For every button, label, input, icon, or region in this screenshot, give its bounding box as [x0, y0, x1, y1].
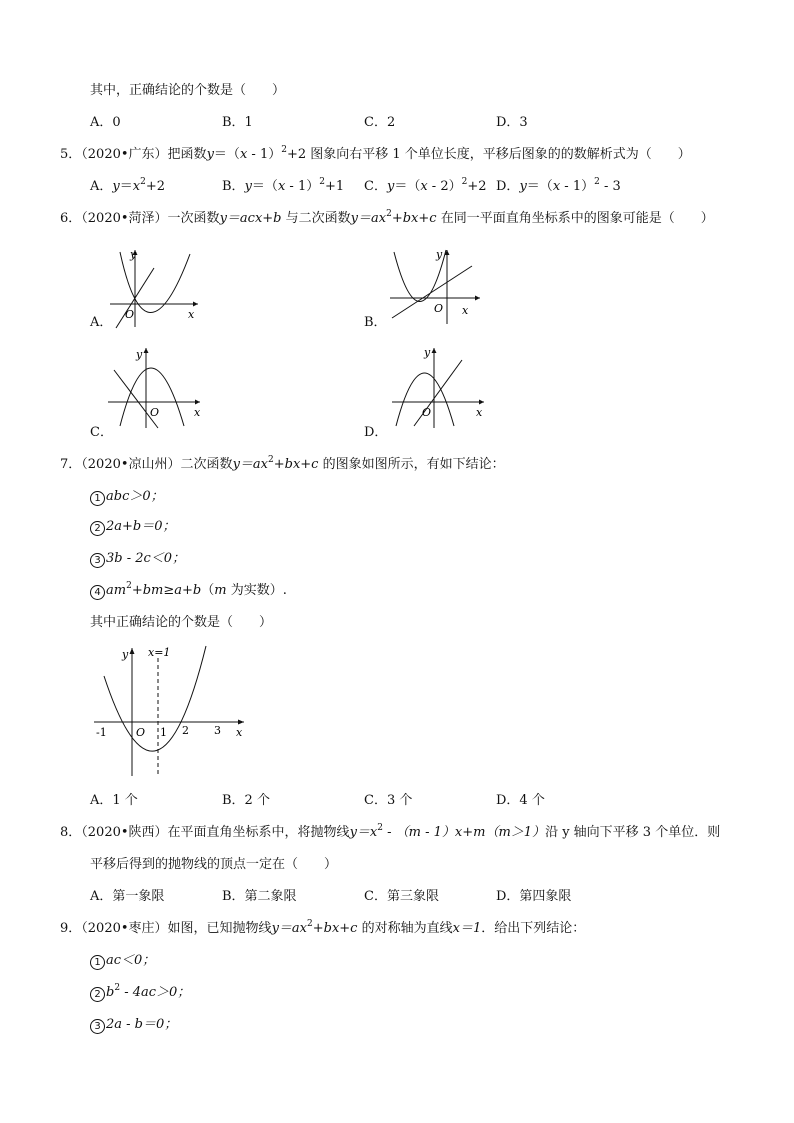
- exponent: 2: [461, 177, 468, 187]
- option-text: - 3: [599, 179, 621, 194]
- question-number: 7．: [60, 457, 82, 472]
- exponent: 2: [281, 145, 287, 155]
- exponent: 2: [114, 983, 121, 993]
- question-text: - 1）: [247, 147, 282, 162]
- conclusion-text: ac＜0；: [106, 953, 156, 968]
- circled-number: 2: [90, 521, 105, 536]
- var-y: y: [386, 179, 395, 194]
- q9-conclusion-1: [90, 952, 155, 970]
- q7-graph-svg: [88, 640, 258, 780]
- q7-graph: [88, 640, 258, 784]
- option-text: - 1）: [285, 179, 320, 194]
- option-label: C．: [364, 179, 387, 194]
- q9-conclusion-2: [90, 984, 190, 1002]
- circled-number: 3: [90, 1019, 105, 1034]
- question-8-line2: 平移后得到的抛物线的顶点一定在（ ）: [90, 857, 338, 872]
- question-text: 沿 y 轴向下平移 3 个单位．则: [545, 825, 721, 840]
- exponent: 2: [307, 919, 313, 929]
- question-text: 二次函数: [180, 457, 233, 472]
- q6-graph-b: [380, 242, 500, 336]
- question-text: +2 图象向右平移 1 个单位长度，平移后图象的的数解析式为（ ）: [286, 147, 691, 162]
- x-label: x: [236, 726, 243, 739]
- circled-number: 4: [90, 585, 105, 600]
- q5-option-a: [90, 178, 165, 196]
- option-b: B．1: [222, 115, 253, 130]
- y-label: y: [130, 248, 137, 261]
- q7-option-a: A．1 个: [90, 793, 138, 808]
- question-source: （2020•陕西）: [81, 825, 168, 840]
- origin-label: O: [434, 302, 444, 315]
- question-9: [60, 920, 585, 938]
- line: [392, 266, 472, 318]
- option-text: ＝（: [251, 179, 278, 194]
- q7-stem-tail: 其中正确结论的个数是（ ）: [90, 615, 273, 630]
- question-source: （2020•枣庄）: [81, 921, 168, 936]
- conclusion-2: [90, 518, 176, 536]
- exponent: 2: [319, 177, 325, 187]
- q9-conclusion-3: [90, 1016, 177, 1034]
- x-arrow: [479, 400, 484, 405]
- q7-option-d: D．4 个: [496, 793, 545, 808]
- question-6: [60, 210, 714, 228]
- formula-quadratic: y＝ax: [232, 457, 268, 472]
- conclusion-3: [90, 550, 185, 568]
- q8-option-b: B．第二象限: [222, 889, 297, 904]
- option-text: +2: [145, 179, 166, 194]
- x-label: x: [462, 304, 469, 317]
- graph-d-svg: [384, 340, 494, 430]
- var-m: m: [214, 583, 227, 598]
- option-text: +2: [467, 179, 487, 194]
- conclusion-text: （: [201, 583, 215, 598]
- var-x: x: [552, 179, 561, 194]
- option-text: +1: [324, 179, 345, 194]
- question-source: （2020•凉山州）: [81, 457, 181, 472]
- option-label: A．: [90, 179, 113, 194]
- origin-label: O: [150, 406, 160, 419]
- y-label: y: [436, 248, 443, 261]
- q5-option-d: [496, 178, 621, 196]
- question-5: [60, 146, 691, 164]
- option-c: C．2: [364, 115, 396, 130]
- question-text: 与二次函数: [285, 211, 351, 226]
- question-8: [60, 824, 720, 842]
- option-label: D．: [496, 179, 520, 194]
- question-text: ．给出下列结论：: [481, 921, 586, 936]
- x-arrow: [238, 720, 244, 725]
- q6-label-c: C．: [90, 425, 113, 440]
- conclusion-text: abc＞0；: [106, 489, 164, 504]
- formula-quadratic: y＝ax: [271, 921, 307, 936]
- x-arrow: [475, 296, 480, 301]
- question-number: 9．: [60, 921, 82, 936]
- conclusion-text: 为实数）.: [226, 583, 287, 598]
- formula-quadratic: +bx+c: [391, 211, 437, 226]
- q6-graph-d: [384, 340, 494, 434]
- q6-label-a: A．: [90, 315, 113, 330]
- question-text: 的对称轴为直线: [361, 921, 453, 936]
- question-source: （2020•广东）: [81, 147, 168, 162]
- q7-option-c: C．3 个: [364, 793, 413, 808]
- x-label: x: [476, 406, 483, 419]
- formula: （m＞1）: [485, 825, 546, 840]
- var-x: x: [132, 179, 141, 194]
- formula: - （m - 1）x+m: [382, 825, 486, 840]
- conclusion-text: - 4ac＞0；: [120, 985, 191, 1000]
- option-text: ＝: [119, 179, 133, 194]
- exponent: 2: [594, 177, 600, 187]
- q6-label-d: D．: [364, 425, 388, 440]
- circled-number: 3: [90, 553, 105, 568]
- var-y: y: [206, 147, 214, 162]
- q7-option-b: B．2 个: [222, 793, 270, 808]
- question-number: 5．: [60, 147, 82, 162]
- question-text: 在平面直角坐标系中，将抛物线: [167, 825, 350, 840]
- option-text: - 2）: [427, 179, 462, 194]
- formula-linear: y＝acx+b: [219, 211, 282, 226]
- q8-option-a: A．第一象限: [90, 889, 165, 904]
- conclusion-text: b: [106, 985, 115, 1000]
- tick-label: 3: [214, 724, 221, 737]
- circled-number: 1: [90, 955, 105, 970]
- option-label: B．: [222, 179, 245, 194]
- y-label: y: [136, 348, 143, 361]
- question-number: 8．: [60, 825, 82, 840]
- y-label: y: [122, 648, 129, 661]
- y-label: y: [424, 346, 431, 359]
- formula-quadratic: +bx+c: [273, 457, 319, 472]
- q5-option-c: [364, 178, 487, 196]
- exponent: 2: [377, 823, 383, 833]
- graph-c-svg: [100, 340, 210, 430]
- q6-label-b: B．: [364, 315, 387, 330]
- exponent: 2: [268, 455, 274, 465]
- option-a: A．0: [90, 115, 121, 130]
- tick-label: 2: [182, 724, 189, 737]
- line: [114, 370, 158, 428]
- exponent: 2: [140, 177, 146, 187]
- question-number: 6．: [60, 211, 82, 226]
- option-text: ＝（: [526, 179, 553, 194]
- graph-b-svg: [380, 242, 500, 332]
- formula: y＝x: [349, 825, 378, 840]
- var-y: y: [519, 179, 527, 194]
- conclusion-text: +bm≥a+b: [131, 583, 202, 598]
- parabola: [104, 646, 206, 751]
- question-text: 的图象如图所示，有如下结论：: [322, 457, 505, 472]
- x-label: x: [194, 406, 201, 419]
- q8-option-c: C．第三象限: [364, 889, 439, 904]
- conclusion-text: 2a - b＝0；: [106, 1017, 178, 1032]
- circled-number: 2: [90, 987, 105, 1002]
- exponent: 2: [386, 209, 392, 219]
- y-arrow: [144, 348, 149, 353]
- var-x: x: [420, 179, 428, 194]
- y-arrow: [130, 648, 135, 654]
- option-d: D．3: [496, 115, 528, 130]
- x-label: x: [188, 308, 195, 321]
- formula: x＝1: [452, 921, 482, 936]
- tick-label: -1: [96, 726, 107, 739]
- x-arrow: [195, 400, 200, 405]
- circled-number: 1: [90, 491, 105, 506]
- q5-option-b: [222, 178, 344, 196]
- origin-label: O: [125, 308, 135, 321]
- q8-option-d: D．第四象限: [496, 889, 572, 904]
- origin-label: O: [422, 406, 432, 419]
- option-text: - 1）: [560, 179, 595, 194]
- y-arrow: [432, 348, 437, 353]
- formula-quadratic: +bx+c: [312, 921, 358, 936]
- question-stem-tail: 其中，正确结论的个数是（ ）: [90, 83, 286, 98]
- question-text: 一次函数: [167, 211, 220, 226]
- symmetry-label: x=1: [148, 646, 171, 659]
- conclusion-text: 2a+b＝0；: [106, 519, 176, 534]
- question-text: 如图，已知抛物线: [167, 921, 272, 936]
- conclusion-4: [90, 582, 287, 600]
- question-7: [60, 456, 505, 474]
- tick-label: 1: [160, 726, 167, 739]
- question-text: 在同一平面直角坐标系中的图象可能是（ ）: [440, 211, 714, 226]
- question-text: 把函数: [167, 147, 207, 162]
- formula-quadratic: y＝ax: [350, 211, 387, 226]
- var-y: y: [112, 179, 120, 194]
- var-x: x: [239, 147, 248, 162]
- var-y: y: [244, 179, 252, 194]
- parabola: [120, 252, 190, 313]
- conclusion-text: am: [106, 583, 127, 598]
- conclusion-text: 3b - 2c＜0；: [106, 551, 186, 566]
- option-text: ＝（: [394, 179, 421, 194]
- x-arrow: [193, 302, 198, 307]
- question-text: ＝（: [213, 147, 240, 162]
- question-source: （2020•菏泽）: [81, 211, 168, 226]
- conclusion-1: [90, 488, 164, 506]
- exponent: 2: [126, 581, 132, 591]
- origin-label: O: [136, 726, 146, 739]
- var-x: x: [277, 179, 286, 194]
- q6-graph-c: [100, 340, 210, 434]
